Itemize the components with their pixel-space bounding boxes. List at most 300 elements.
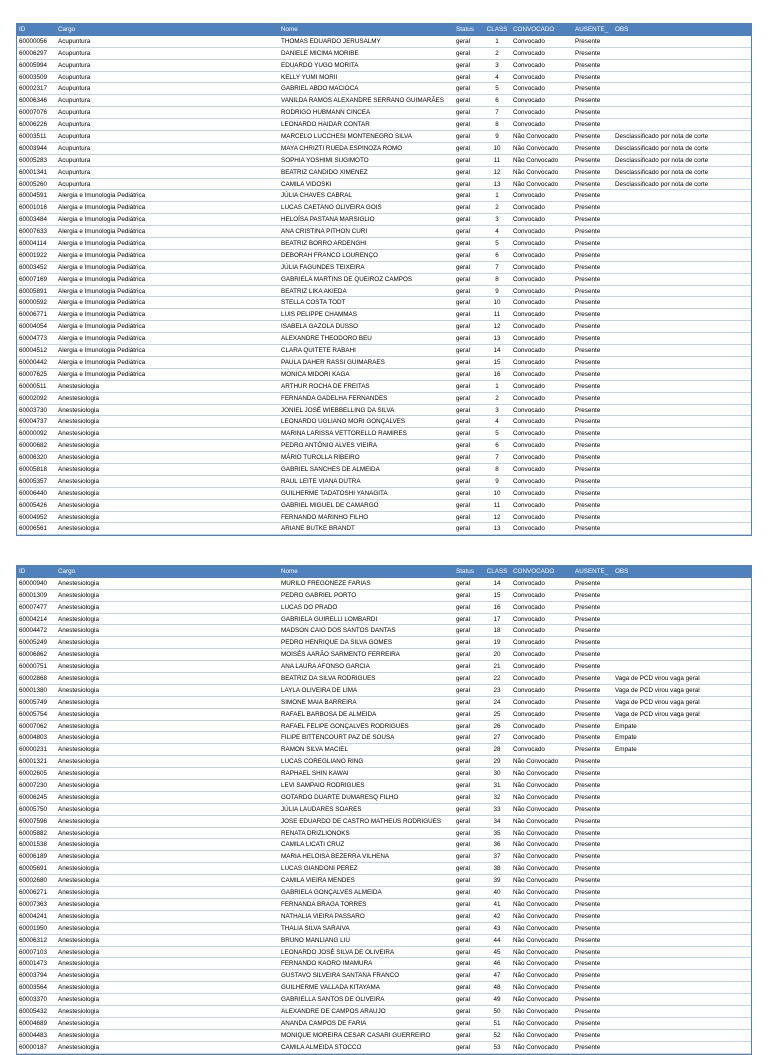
- cell-convocado: Convocado: [513, 275, 545, 283]
- cell-obs: [613, 440, 751, 451]
- cell-nome: MARINA LARISSA VETTORELLO RAMIRES: [281, 430, 407, 438]
- cell-class: 19: [493, 639, 501, 647]
- cell-ausente: Presente: [575, 1043, 601, 1051]
- cell-id: 60006271: [19, 889, 48, 897]
- cell-cargo: Anestesiologia: [58, 591, 99, 599]
- cell-id: 60004472: [19, 627, 48, 635]
- table-row: [17, 274, 751, 286]
- cell-status: geral: [456, 627, 471, 635]
- cell-status: geral: [456, 275, 471, 283]
- cell-obs: [613, 226, 751, 237]
- cell-nome: PAULA DAHER RASSI GUIMARAES: [281, 358, 385, 366]
- cell-nome: LUCAS COREGLIANO RING: [281, 758, 364, 766]
- cell-ausente: Presente: [575, 168, 601, 176]
- cell-id: 60006346: [19, 97, 48, 105]
- cell-obs: Empate: [615, 746, 637, 754]
- cell-cargo: Anestesiologia: [58, 1043, 99, 1051]
- cell-nome: GOTARDO DUARTE DUMARESQ FILHO: [281, 793, 399, 801]
- cell-nome: PEDRO ANTÔNIO ALVES VIEIRA: [281, 442, 378, 450]
- header-obs: OBS: [615, 26, 629, 33]
- cell-status: geral: [456, 936, 471, 944]
- cell-obs: [613, 911, 751, 922]
- cell-status: geral: [456, 394, 471, 402]
- cell-obs: [613, 649, 751, 660]
- cell-ausente: Presente: [575, 853, 601, 861]
- header-id: ID: [19, 568, 26, 575]
- cell-obs: [613, 452, 751, 463]
- cell-cargo: Anestesiologia: [58, 418, 99, 426]
- cell-convocado: Convocado: [513, 335, 545, 343]
- cell-class: 31: [493, 782, 501, 790]
- cell-status: geral: [456, 144, 471, 152]
- cell-id: 60006440: [19, 489, 48, 497]
- cell-ausente: Presente: [575, 889, 601, 897]
- cell-status: geral: [456, 984, 471, 992]
- cell-nome: LEONARDO UGLIANO MORI GONÇALVES: [281, 418, 406, 426]
- cell-class: 4: [495, 418, 499, 426]
- cell-ausente: Presente: [575, 275, 601, 283]
- cell-ausente: Presente: [575, 675, 601, 683]
- cell-class: 51: [493, 1019, 501, 1027]
- cell-id: 60003794: [19, 972, 48, 980]
- cell-convocado: Não Convocado: [513, 948, 559, 956]
- cell-obs: [613, 464, 751, 475]
- cell-status: geral: [456, 675, 471, 683]
- cell-status: geral: [456, 513, 471, 521]
- table-row: [17, 48, 751, 60]
- cell-status: geral: [456, 263, 471, 271]
- cell-ausente: Presente: [575, 144, 601, 152]
- table-row: [17, 816, 751, 828]
- cell-class: 5: [495, 430, 499, 438]
- cell-cargo: Anestesiologia: [58, 984, 99, 992]
- cell-ausente: Presente: [575, 1031, 601, 1039]
- cell-id: 60005891: [19, 287, 48, 295]
- cell-obs: [613, 1042, 751, 1053]
- cell-convocado: Convocado: [513, 639, 545, 647]
- cell-class: 1: [495, 192, 499, 200]
- cell-class: 38: [493, 865, 501, 873]
- cell-class: 21: [493, 663, 501, 671]
- header-class: CLASS: [486, 26, 508, 33]
- cell-status: geral: [456, 299, 471, 307]
- cell-nome: RODRIGO HUBMANN CINCEA: [281, 109, 371, 117]
- cell-ausente: Presente: [575, 877, 601, 885]
- cell-ausente: Presente: [575, 793, 601, 801]
- cell-cargo: Anestesiologia: [58, 615, 99, 623]
- cell-id: 60007633: [19, 228, 48, 236]
- cell-nome: CAMILA VIEIRA MENDES: [281, 877, 355, 885]
- cell-status: geral: [456, 639, 471, 647]
- cell-ausente: Presente: [575, 430, 601, 438]
- cell-class: 15: [493, 358, 501, 366]
- table-row: [17, 36, 751, 48]
- cell-cargo: Anestesiologia: [58, 1031, 99, 1039]
- cell-nome: RAFAEL BARBOSA DE ALMEIDA: [281, 710, 377, 718]
- table-row: [17, 476, 751, 488]
- table-row: [17, 238, 751, 250]
- table-row: [17, 721, 751, 733]
- cell-class: 3: [495, 406, 499, 414]
- cell-nome: GABRIEL SANCHES DE ALMEIDA: [281, 465, 380, 473]
- cell-cargo: Anestesiologia: [58, 477, 99, 485]
- cell-class: 16: [493, 603, 501, 611]
- cell-nome: THALIA SILVA SARAIVA: [281, 924, 350, 932]
- cell-status: geral: [456, 591, 471, 599]
- table-row: [17, 994, 751, 1006]
- cell-convocado: Não Convocado: [513, 770, 559, 778]
- cell-id: 60007103: [19, 948, 48, 956]
- table-row: [17, 321, 751, 333]
- cell-id: 60004241: [19, 912, 48, 920]
- header-convocado: CONVOCADO: [513, 568, 555, 575]
- cell-convocado: Convocado: [513, 465, 545, 473]
- cell-nome: GABRIELLA SANTOS DE OLIVEIRA: [281, 996, 385, 1004]
- cell-status: geral: [456, 841, 471, 849]
- cell-class: 10: [493, 489, 501, 497]
- cell-class: 34: [493, 817, 501, 825]
- table-row: [17, 649, 751, 661]
- cell-status: geral: [456, 615, 471, 623]
- cell-convocado: Convocado: [513, 710, 545, 718]
- cell-class: 27: [493, 734, 501, 742]
- cell-id: 60000682: [19, 442, 48, 450]
- cell-ausente: Presente: [575, 758, 601, 766]
- cell-class: 14: [493, 347, 501, 355]
- cell-status: geral: [456, 782, 471, 790]
- cell-class: 17: [493, 615, 501, 623]
- cell-cargo: Anestesiologia: [58, 465, 99, 473]
- cell-ausente: Presente: [575, 156, 601, 164]
- cell-obs: [613, 1006, 751, 1017]
- results-table-1: [16, 23, 752, 536]
- cell-class: 13: [493, 180, 501, 188]
- cell-convocado: Convocado: [513, 663, 545, 671]
- cell-status: geral: [456, 972, 471, 980]
- cell-nome: CAMILA ALMEIDA STOCCO: [281, 1043, 362, 1051]
- cell-id: 60004054: [19, 323, 48, 331]
- table-row: [17, 381, 751, 393]
- table-row: [17, 958, 751, 970]
- cell-obs: [613, 512, 751, 523]
- cell-nome: RAUL LEITE VIANA DUTRA: [281, 477, 361, 485]
- cell-status: geral: [456, 465, 471, 473]
- cell-status: geral: [456, 1019, 471, 1027]
- cell-id: 60004689: [19, 1019, 48, 1027]
- cell-ausente: Presente: [575, 734, 601, 742]
- cell-class: 47: [493, 972, 501, 980]
- cell-status: geral: [456, 442, 471, 450]
- cell-status: geral: [456, 603, 471, 611]
- cell-id: 60006297: [19, 49, 48, 57]
- cell-convocado: Convocado: [513, 430, 545, 438]
- cell-ausente: Presente: [575, 477, 601, 485]
- cell-nome: SIMONE MAIA BARREIRA: [281, 698, 357, 706]
- cell-obs: [613, 923, 751, 934]
- cell-obs: [613, 780, 751, 791]
- cell-ausente: Presente: [575, 841, 601, 849]
- cell-class: 48: [493, 984, 501, 992]
- cell-obs: Vaga de PCD virou vaga geral: [615, 698, 700, 706]
- cell-obs: [613, 309, 751, 320]
- cell-ausente: Presente: [575, 817, 601, 825]
- cell-nome: BEATRIZ BORRO ARDENGHI: [281, 240, 367, 248]
- cell-nome: FERNANDA BRAGA TORRES: [281, 900, 367, 908]
- cell-convocado: Convocado: [513, 204, 545, 212]
- cell-status: geral: [456, 758, 471, 766]
- cell-convocado: Convocado: [513, 442, 545, 450]
- cell-id: 60005882: [19, 829, 48, 837]
- cell-convocado: Não Convocado: [513, 829, 559, 837]
- cell-status: geral: [456, 370, 471, 378]
- cell-ausente: Presente: [575, 311, 601, 319]
- cell-class: 33: [493, 805, 501, 813]
- table-row: [17, 405, 751, 417]
- cell-cargo: Acupuntura: [58, 133, 91, 141]
- cell-ausente: Presente: [575, 192, 601, 200]
- table-row: [17, 309, 751, 321]
- cell-ausente: Presente: [575, 382, 601, 390]
- cell-status: geral: [456, 477, 471, 485]
- cell-convocado: Convocado: [513, 73, 545, 81]
- cell-status: geral: [456, 1007, 471, 1015]
- cell-id: 60001538: [19, 841, 48, 849]
- table-row: [17, 202, 751, 214]
- cell-ausente: Presente: [575, 85, 601, 93]
- cell-ausente: Presente: [575, 746, 601, 754]
- cell-convocado: Convocado: [513, 228, 545, 236]
- cell-class: 6: [495, 442, 499, 450]
- cell-class: 1: [495, 382, 499, 390]
- cell-nome: MONIQUE MOREIRA CESAR CASARI GUERREIRO: [281, 1031, 431, 1039]
- cell-cargo: Anestesiologia: [58, 924, 99, 932]
- cell-ausente: Presente: [575, 663, 601, 671]
- cell-ausente: Presente: [575, 710, 601, 718]
- cell-status: geral: [456, 311, 471, 319]
- cell-convocado: Não Convocado: [513, 936, 559, 944]
- cell-class: 6: [495, 251, 499, 259]
- cell-id: 60001016: [19, 204, 48, 212]
- cell-status: geral: [456, 829, 471, 837]
- cell-cargo: Anestesiologia: [58, 430, 99, 438]
- cell-cargo: Acupuntura: [58, 144, 91, 152]
- cell-nome: THOMAS EDUARDO JERUSALMY: [281, 37, 381, 45]
- cell-status: geral: [456, 793, 471, 801]
- cell-ausente: Presente: [575, 454, 601, 462]
- cell-status: geral: [456, 651, 471, 659]
- cell-class: 10: [493, 299, 501, 307]
- cell-convocado: Convocado: [513, 299, 545, 307]
- header-class: CLASS: [486, 568, 508, 575]
- table-row: [17, 428, 751, 440]
- cell-obs: [613, 428, 751, 439]
- cell-cargo: Alergia e Imunologia Pediátrica: [58, 240, 146, 248]
- cell-nome: ARTHUR ROCHA DE FREITAS: [281, 382, 370, 390]
- cell-cargo: Acupuntura: [58, 97, 91, 105]
- cell-id: 60003484: [19, 216, 48, 224]
- cell-class: 52: [493, 1031, 501, 1039]
- cell-nome: DANIELE MICIMA MORIBE: [281, 49, 359, 57]
- cell-convocado: Convocado: [513, 627, 545, 635]
- cell-class: 45: [493, 948, 501, 956]
- cell-id: 60000187: [19, 1043, 48, 1051]
- cell-cargo: Alergia e Imunologia Pediátrica: [58, 299, 146, 307]
- cell-cargo: Anestesiologia: [58, 442, 99, 450]
- header-convocado: CONVOCADO: [513, 26, 555, 33]
- cell-cargo: Anestesiologia: [58, 805, 99, 813]
- cell-class: 24: [493, 698, 501, 706]
- cell-ausente: Presente: [575, 418, 601, 426]
- cell-nome: JÚLIA FAGUNDES TEIXEIRA: [281, 263, 365, 271]
- cell-class: 50: [493, 1007, 501, 1015]
- cell-nome: MÁRIO TUROLLA RIBEIRO: [281, 454, 360, 462]
- cell-convocado: Convocado: [513, 603, 545, 611]
- cell-id: 60003730: [19, 406, 48, 414]
- cell-nome: GABRIELA GUIRELLI LOMBARDI: [281, 615, 378, 623]
- cell-status: geral: [456, 579, 471, 587]
- table-row: [17, 780, 751, 792]
- cell-cargo: Anestesiologia: [58, 579, 99, 587]
- cell-ausente: Presente: [575, 972, 601, 980]
- cell-cargo: Alergia e Imunologia Pediátrica: [58, 228, 146, 236]
- cell-status: geral: [456, 710, 471, 718]
- cell-class: 22: [493, 675, 501, 683]
- cell-ausente: Presente: [575, 722, 601, 730]
- header-status: Status: [456, 568, 474, 575]
- cell-status: geral: [456, 817, 471, 825]
- table-row: [17, 143, 751, 155]
- cell-status: geral: [456, 406, 471, 414]
- table-row: [17, 357, 751, 369]
- cell-ausente: Presente: [575, 627, 601, 635]
- cell-nome: LUCAS DO PRADO: [281, 603, 338, 611]
- cell-class: 8: [495, 465, 499, 473]
- cell-cargo: Anestesiologia: [58, 948, 99, 956]
- cell-nome: HELOÍSA PASTANA MARSIGLIO: [281, 216, 375, 224]
- cell-nome: MAYA CHRIZTI RUEDA ESPINOZA ROMO: [281, 144, 403, 152]
- cell-nome: LEVI SAMPAIO RODRIGUES: [281, 782, 365, 790]
- cell-convocado: Não Convocado: [513, 984, 559, 992]
- cell-id: 60001473: [19, 960, 48, 968]
- cell-cargo: Alergia e Imunologia Pediátrica: [58, 347, 146, 355]
- cell-convocado: Convocado: [513, 347, 545, 355]
- table-row: [17, 768, 751, 780]
- table-row: [17, 167, 751, 179]
- cell-cargo: Alergia e Imunologia Pediátrica: [58, 323, 146, 331]
- cell-convocado: Não Convocado: [513, 180, 559, 188]
- cell-obs: [613, 238, 751, 249]
- cell-obs: Vaga de PCD virou vaga geral: [615, 686, 700, 694]
- cell-obs: [613, 416, 751, 427]
- cell-id: 60005260: [19, 180, 48, 188]
- cell-obs: [613, 899, 751, 910]
- cell-nome: FILIPE BITTENCOURT PAZ DE SOUSA: [281, 734, 395, 742]
- cell-id: 60001380: [19, 686, 48, 694]
- table-row: [17, 83, 751, 95]
- cell-obs: [613, 768, 751, 779]
- cell-convocado: Convocado: [513, 477, 545, 485]
- cell-id: 60004591: [19, 192, 48, 200]
- cell-convocado: Convocado: [513, 382, 545, 390]
- cell-convocado: Não Convocado: [513, 133, 559, 141]
- cell-ausente: Presente: [575, 442, 601, 450]
- cell-convocado: Não Convocado: [513, 1019, 559, 1027]
- cell-class: 15: [493, 591, 501, 599]
- cell-class: 3: [495, 61, 499, 69]
- cell-obs: [613, 381, 751, 392]
- cell-nome: ANA CRISTINA PITHON CURI: [281, 228, 368, 236]
- table-row: [17, 119, 751, 131]
- cell-cargo: Anestesiologia: [58, 722, 99, 730]
- cell-status: geral: [456, 73, 471, 81]
- cell-cargo: Anestesiologia: [58, 663, 99, 671]
- cell-obs: [613, 321, 751, 332]
- cell-ausente: Presente: [575, 251, 601, 259]
- cell-convocado: Convocado: [513, 370, 545, 378]
- cell-class: 40: [493, 889, 501, 897]
- cell-ausente: Presente: [575, 996, 601, 1004]
- cell-nome: GABRIEL ABDO MACIOCA: [281, 85, 359, 93]
- cell-nome: JÚLIA LAUDARES SOARES: [281, 805, 362, 813]
- cell-nome: ALEXANDRE THEODORO BEU: [281, 335, 372, 343]
- cell-cargo: Anestesiologia: [58, 489, 99, 497]
- cell-id: 60002868: [19, 675, 48, 683]
- cell-status: geral: [456, 722, 471, 730]
- cell-id: 60006189: [19, 853, 48, 861]
- cell-cargo: Anestesiologia: [58, 651, 99, 659]
- cell-id: 60003509: [19, 73, 48, 81]
- cell-cargo: Anestesiologia: [58, 513, 99, 521]
- cell-nome: FERNANDA GADELHA FERNANDES: [281, 394, 388, 402]
- cell-nome: VANILDA RAMOS ALEXANDRE SERRANO GUIMARÃES: [281, 97, 444, 105]
- cell-nome: BEATRIZ CANDIDO XIMENEZ: [281, 168, 368, 176]
- cell-convocado: Não Convocado: [513, 924, 559, 932]
- cell-status: geral: [456, 686, 471, 694]
- cell-obs: [613, 274, 751, 285]
- cell-cargo: Anestesiologia: [58, 525, 99, 533]
- cell-class: 44: [493, 936, 501, 944]
- cell-obs: [613, 947, 751, 958]
- table-row: [17, 709, 751, 721]
- table-header: [17, 566, 751, 578]
- cell-id: 60007230: [19, 782, 48, 790]
- cell-ausente: Presente: [575, 49, 601, 57]
- table-row: [17, 590, 751, 602]
- cell-cargo: Alergia e Imunologia Pediátrica: [58, 216, 146, 224]
- cell-nome: ANA LAURA AFONSO GARCIA: [281, 663, 370, 671]
- cell-obs: [613, 190, 751, 201]
- cell-cargo: Alergia e Imunologia Pediátrica: [58, 275, 146, 283]
- cell-obs: [613, 1018, 751, 1029]
- table-row: [17, 488, 751, 500]
- cell-id: 60002317: [19, 85, 48, 93]
- cell-ausente: Presente: [575, 651, 601, 659]
- cell-class: 12: [493, 513, 501, 521]
- cell-cargo: Alergia e Imunologia Pediátrica: [58, 335, 146, 343]
- cell-obs: [613, 816, 751, 827]
- cell-class: 7: [495, 454, 499, 462]
- cell-obs: [613, 756, 751, 767]
- cell-ausente: Presente: [575, 960, 601, 968]
- cell-convocado: Convocado: [513, 501, 545, 509]
- cell-status: geral: [456, 133, 471, 141]
- cell-convocado: Convocado: [513, 394, 545, 402]
- cell-id: 60005691: [19, 865, 48, 873]
- cell-convocado: Não Convocado: [513, 817, 559, 825]
- cell-status: geral: [456, 121, 471, 129]
- cell-obs: [613, 357, 751, 368]
- cell-nome: KELLY YUMI MORII: [281, 73, 338, 81]
